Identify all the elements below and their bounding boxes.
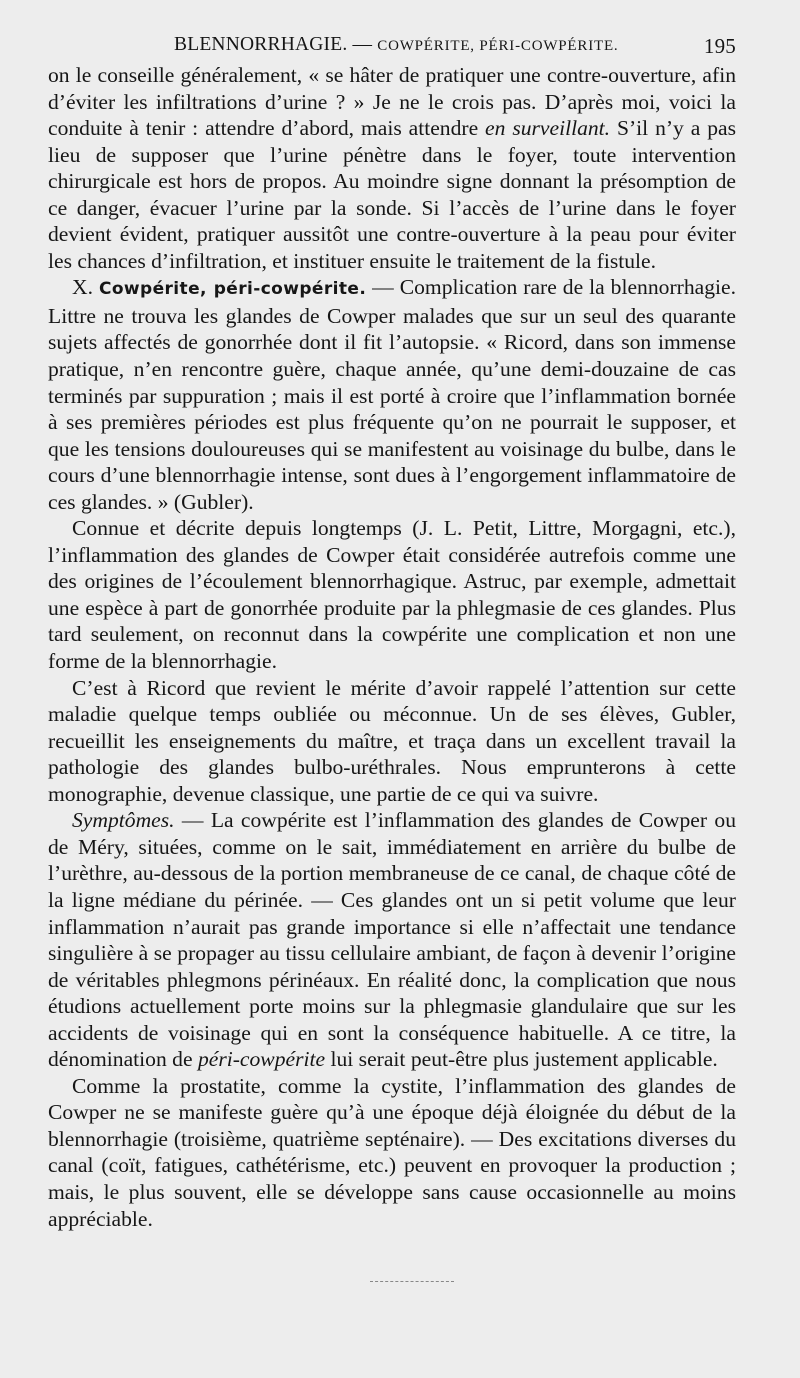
paragraph-4: C’est à Ricord que revient le mérite d’avoir rappelé l’attention sur cette maladie quelque temps oubliée ou méconnue. Un de ses élèves, Gubler, recueillit les enseignements du maître, et traça dans un excellent travail la pathologie des glandes bulbo-uréthrales. Nous emprunterons à cette monographie, devenue classique, une partie de ce qui va suivre. — [48, 675, 736, 806]
page-body — [48, 62, 736, 1232]
running-title-sub: COWPÉRITE, PÉRI-COWPÉRITE. — [377, 38, 619, 54]
running-title-main: BLENNORRHAGIE. — — [174, 34, 378, 55]
section-heading: Cowpérite, péri-cowpérite. — [98, 279, 367, 300]
section-number: X. — [72, 275, 99, 300]
emphasis-en-surveillant: en surveillant. — [485, 116, 611, 141]
paragraph-1: on le conseille généralement, « se hâter de pratiquer une contre-ouverture, afin d’éviter les infiltrations d’urine ? » Je ne le crois pas. D’après moi, voici la conduite à tenir : attendre d’abord, mais attendre en surveillant. S’il n’y a pas lieu de supposer que l’urine pénètre dans le foyer, toute intervention chirurgicale est hors de propos. Au moindre signe donnant la présomption de ce danger, évacuer l’urine par la sonde. Si l’accès de l’urine dans le foyer devient évident, pratiquer aussitôt une contre-ouverture à la peau pour éviter les chances d’infiltration, et instituer ensuite le traitement de la fistule. — [48, 63, 737, 273]
paragraph-6: Comme la prostatite, comme la cystite, l’inflammation des glandes de Cowper ne se manifeste guère qu’à une époque déjà éloignée du début de la blennorrhagie (troisième, quatrième septénaire). — Des excitations diverses du canal (coït, fatigues, cathétérisme, etc.) peuvent en provoquer la production ; mais, le plus souvent, elle se développe sans cause occasionnelle au moins appréciable. — [48, 1073, 736, 1231]
page-number: 195 — [703, 34, 736, 58]
running-header — [48, 30, 736, 62]
running-title — [174, 34, 618, 56]
emphasis-peri-cowperite: péri-cowpérite — [197, 1047, 326, 1072]
footer-rule — [370, 1281, 454, 1282]
paragraph-5: Symptômes. — La cowpérite est l’inflammation des glandes de Cowper ou de Méry, situées, comme on le sait, immédiatement en arrière du bulbe de l’urèthre, au-dessous de la portion membraneuse de ce canal, de chaque côté de la ligne médiane du périnée. — Ces glandes ont un si petit volume que leur inflammation n’aurait pas grande importance si elle n’affectait une tendance singulière à se propager au tissu cellulaire ambiant, de façon à devenir l’origine de véritables phlegmons périnéaux. En réalité donc, la complication que nous étudions actuellement porte moins sur la phlegmasie glandulaire que sur les accidents de voisinage qui en sont la conséquence habituelle. A ce titre, la dénomination de péri-cowpérite lui serait peut-être plus justement applicable. — [48, 808, 736, 1072]
paragraph-2: X. Cowpérite, péri-cowpérite. — Complication rare de la blennorrhagie. Littre ne trouva les glandes de Cowper malades que sur un seul des quarante sujets affectés de gonorrhée dont il fit l’autopsie. « Ricord, dans son immense pratique, n’en rencontre guère, chaque année, qu’une demi-douzaine de cas terminés par suppuration ; mais il est porté à croire que l’inflammation bornée à ses premières périodes est plus fréquente qu’on ne pourrait le supposer, et que les tensions douloureuses qui se manifestent au voisinage du bulbe, dans le cours d’une blennorrhagie intense, sont dues à l’engorgement inflammatoire de ces glandes. » (Gubler). — [48, 275, 736, 514]
subheading-symptomes: Symptômes. — [72, 808, 175, 833]
paragraph-3: Connue et décrite depuis longtemps (J. L. Petit, Littre, Morgagni, etc.), l’inflammation des glandes de Cowper était considérée autrefois comme une des origines de l’écoulement blennorrhagique. Astruc, par exemple, admettait une espèce à part de gonorrhée produite par la phlegmasie de ces glandes. Plus tard seulement, on reconnut dans la cowpérite une complication et non une forme de la blennorrhagie. — [48, 516, 736, 674]
